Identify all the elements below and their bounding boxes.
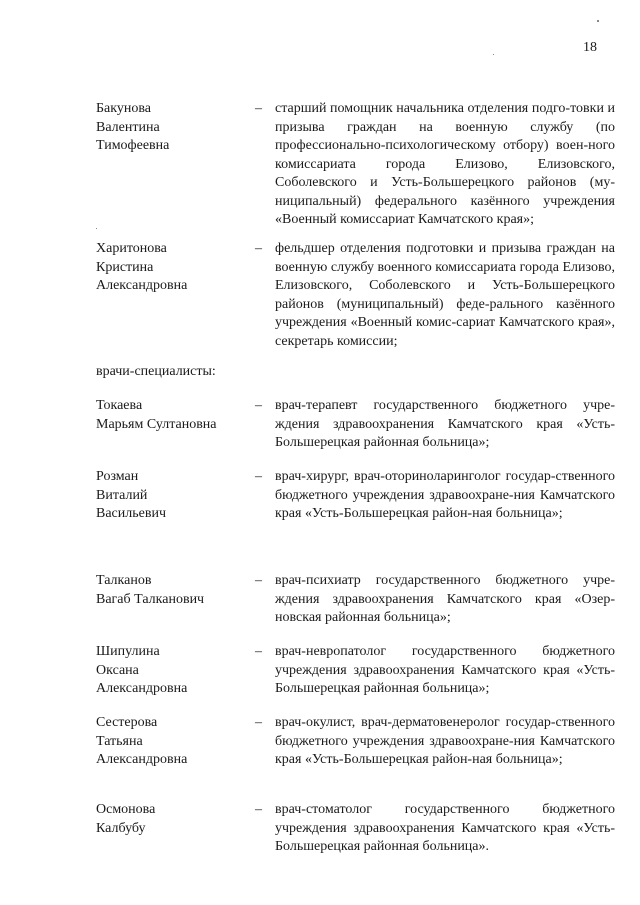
dash: – [255, 101, 262, 116]
member-name [96, 714, 256, 770]
member-name [96, 397, 256, 434]
name-line: Оксана [96, 662, 139, 678]
member-name [96, 801, 256, 838]
member-name [96, 643, 256, 699]
member-description: врач-стоматолог государственного бюджетного учреждения здравоохранения Камчатского края «Усть-Большерецкая районная больница». [275, 802, 615, 854]
dash: – [255, 573, 262, 588]
dash: – [255, 398, 262, 413]
name-line: Валентина [96, 119, 160, 135]
name-line: Талканов [96, 573, 152, 588]
member-name [96, 572, 256, 609]
name-line: Татьяна [96, 733, 143, 749]
name-line: Виталий [96, 487, 148, 503]
name-line: Александровна [96, 681, 188, 696]
scan-speck [493, 54, 494, 55]
dash: – [255, 715, 262, 730]
name-line: Шипулина [96, 644, 160, 659]
name-line: Харитонова [96, 241, 167, 256]
section-label: врачи-специалисты: [96, 364, 216, 379]
member-name [96, 100, 256, 156]
name-line: Бакунова [96, 101, 151, 116]
member-description: врач-невропатолог государственного бюджетного учреждения здравоохранения Камчатского края «Усть-Большерецкая районная больница»; [275, 644, 615, 696]
member-name [96, 468, 256, 524]
member-description: врач-хирург, врач-оториноларинголог государ-ственного бюджетного учреждения здравоохране-ния Камчатского края «Усть-Большерецкая район-ная больница»; [275, 469, 615, 521]
member-name [96, 240, 256, 296]
dash: – [255, 241, 262, 256]
name-line: Александровна [96, 752, 188, 767]
page-number: 18 [583, 40, 597, 55]
name-line: Васильевич [96, 506, 166, 521]
name-line: Тимофеевна [96, 138, 170, 153]
name-line: Калбубу [96, 820, 146, 836]
name-line: Марьям Султановна [96, 416, 217, 432]
dash: – [255, 469, 262, 484]
scan-speck [96, 228, 97, 229]
name-line: Вагаб Талканович [96, 591, 205, 607]
member-description: врач-окулист, врач-дерматовенеролог государ-ственного бюджетного учреждения здравоохране-ния Камчатского края «Усть-Большерецкая район-ная больница»; [275, 715, 615, 767]
name-line: Сестерова [96, 715, 158, 730]
scan-speck [597, 20, 599, 22]
name-line: Розман [96, 469, 139, 484]
name-line: Кристина [96, 259, 154, 275]
member-description: старший помощник начальника отделения подго-товки и призыва граждан на военную службу (по профессионально-психологическому отбору) воен-ного комиссариата города Елизово, Елизовского, Соболевского и Усть-Большерецкого районов (му-ниципальный) федерального казённого учреждения «Военный комиссариат Камчатского края»; [275, 101, 615, 227]
name-line: Осмонова [96, 802, 156, 817]
member-description: врач-психиатр государственного бюджетного учре-ждения здравоохранения Камчатского края «Озер-новская районная больница»; [275, 573, 615, 625]
dash: – [255, 644, 262, 659]
name-line: Токаева [96, 398, 143, 413]
name-line: Александровна [96, 278, 188, 293]
member-description: врач-терапевт государственного бюджетного учре-ждения здравоохранения Камчатского края «Усть-Большерецкая районная больница»; [275, 398, 615, 450]
member-description: фельдшер отделения подготовки и призыва граждан на военную службу военного комиссариата города Елизово, Елизовского, Соболевского и Усть-Большерецкого районов (муниципальный) феде-рального казённого учреждения «Военный комис-сариат Камчатского края», секретарь комиссии; [275, 241, 615, 349]
dash: – [255, 802, 262, 817]
